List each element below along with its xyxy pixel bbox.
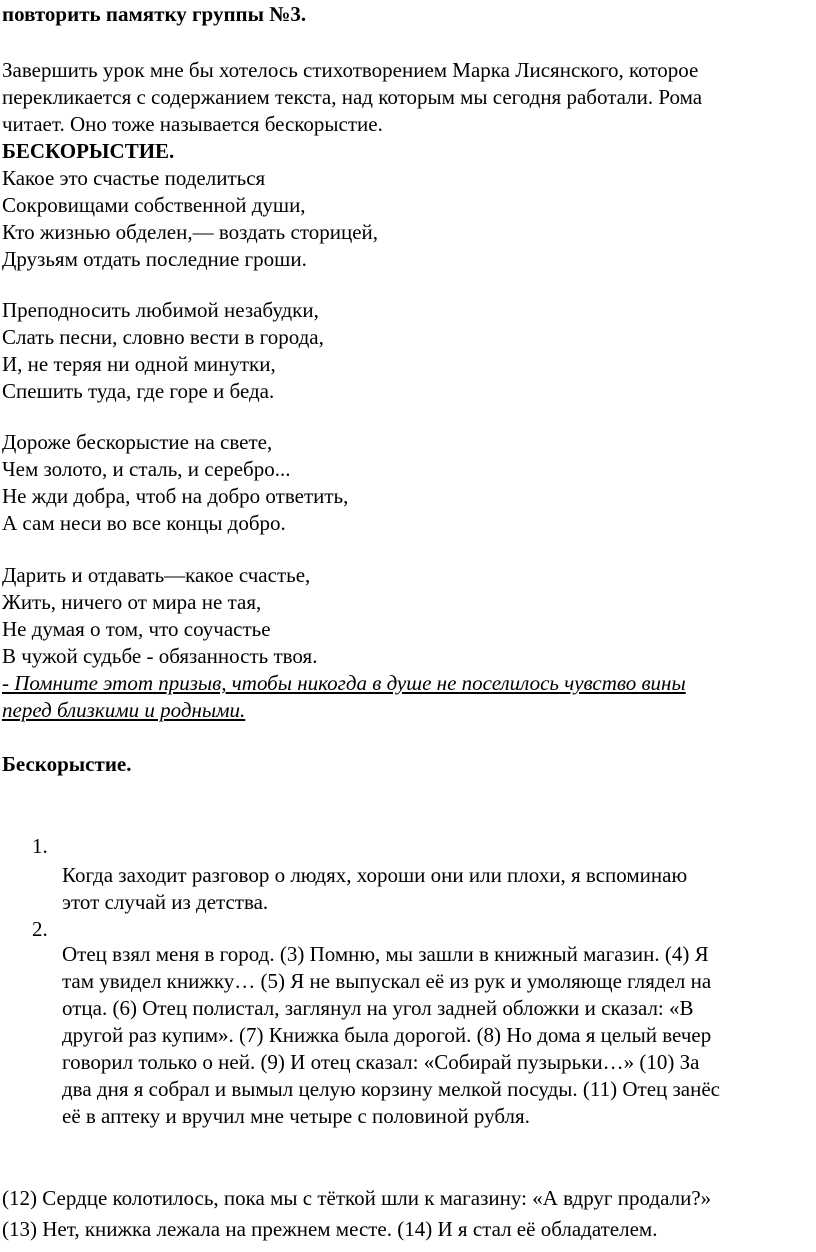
- list-item-text: Отец взял меня в город. (3) Помню, мы зашли в книжный магазин. (4) Я: [62, 942, 709, 966]
- list-item-text: её в аптеку и вручил мне четыре с половиной рубля.: [62, 1104, 530, 1128]
- poem-line: Кто жизнью обделен,— воздать сторицей,: [2, 220, 379, 244]
- list-item-text: говорил только о ней. (9) И отец сказал: «Собирай пузырьки…» (10) За: [62, 1050, 700, 1074]
- list-item-number: 1.: [32, 834, 48, 858]
- poem-line: Чем золото, и сталь, и серебро...: [2, 457, 291, 481]
- list-item-number: 2.: [32, 917, 48, 941]
- poem-line: А сам неси во все концы добро.: [2, 511, 286, 535]
- poem-line: Друзьям отдать последние гроши.: [2, 247, 307, 271]
- list-item-text: другой раз купим». (7) Книжка была дорогой. (8) Но дома я целый вечер: [62, 1023, 712, 1047]
- poem-line: Спешить туда, где горе и беда.: [2, 379, 275, 403]
- section-title: Бескорыстие.: [2, 752, 132, 776]
- list-item-text: два дня я собрал и вымыл целую корзину мелкой посуды. (11) Отец занёс: [62, 1077, 721, 1101]
- call-to-action-line: - Помните этот призыв, чтобы никогда в душе не поселилось чувство вины: [2, 671, 686, 695]
- intro-line: читает. Оно тоже называется бескорыстие.: [2, 112, 383, 136]
- tail-line: (13) Нет, книжка лежала на прежнем месте. (14) И я стал её обладателем.: [2, 1217, 658, 1241]
- intro-line: перекликается с содержанием текста, над которым мы сегодня работали. Рома: [2, 85, 703, 109]
- list-item-text: Когда заходит разговор о людях, хороши они или плохи, я вспоминаю: [62, 863, 688, 887]
- poem-line: Дарить и отдавать—какое счастье,: [2, 563, 311, 587]
- poem-title: БЕСКОРЫСТИЕ.: [2, 139, 175, 163]
- tail-line: (12) Сердце колотилось, пока мы с тёткой шли к магазину: «А вдруг продали?»: [2, 1186, 712, 1210]
- poem-line: Сокровищами собственной души,: [2, 193, 306, 217]
- poem-line: Слать песни, словно вести в города,: [2, 325, 324, 349]
- intro-line: Завершить урок мне бы хотелось стихотворением Марка Лисянского, которое: [2, 58, 699, 82]
- poem-line: И, не теряя ни одной минутки,: [2, 352, 276, 376]
- poem-line: Дороже бескорыстие на свете,: [2, 430, 273, 454]
- poem-line: В чужой судьбе - обязанность твоя.: [2, 644, 318, 668]
- memo-heading: повторить памятку группы №3.: [2, 2, 307, 26]
- call-to-action-line: перед близкими и родными.: [2, 698, 246, 722]
- poem-line: Не думая о том, что соучастье: [2, 617, 271, 641]
- poem-line: Преподносить любимой незабудки,: [2, 298, 319, 322]
- poem-line: Жить, ничего от мира не тая,: [2, 590, 262, 614]
- list-item-text: там увидел книжку… (5) Я не выпускал её из рук и умоляюще глядел на: [62, 969, 712, 993]
- poem-line: Не жди добра, чтоб на добро ответить,: [2, 484, 349, 508]
- list-item-text: отца. (6) Отец полистал, заглянул на угол задней обложки и сказал: «В: [62, 996, 694, 1020]
- poem-line: Какое это счастье поделиться: [2, 166, 266, 190]
- list-item-text: этот случай из детства.: [62, 890, 269, 914]
